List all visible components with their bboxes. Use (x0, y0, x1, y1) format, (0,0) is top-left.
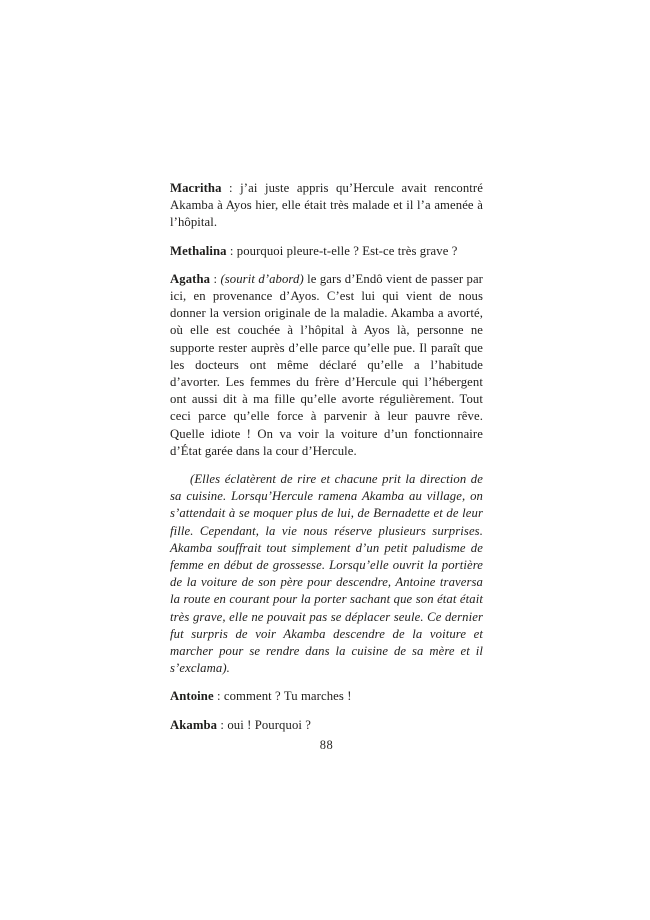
dialogue-text: pourquoi pleure-t-elle ? Est-ce très grave ? (236, 243, 458, 258)
dialogue-text: le gars d’Endô vient de passer par ici, en provenance d’Ayos. C’est lui qui vient de nous donner la version originale de la maladie. Akamba a avorté, où elle est couchée à l’hôpital à Ayos là, personne ne supporte rester auprès d’elle parce qu’elle pue. Il paraît que les docteurs ont même déclaré qu’elle a l’habitude d’avorter. Les femmes du frère d’Hercule qui l’hébergent ont aussi dit à ma fille qu’elle avorte régulièrement. Tout ceci parce qu’elle force à parvenir à leur pauvre rêve. Quelle idiote ! On va voir la voiture d’un fonctionnaire d’État garée dans la cour d’Hercule. (170, 271, 484, 458)
speaker-separator: : (221, 181, 241, 195)
dialogue-akamba (170, 717, 483, 734)
dialogue-antoine (170, 688, 483, 705)
speaker-name: Akamba (170, 717, 218, 732)
dialogue-text: oui ! Pourquoi ? (227, 717, 312, 732)
speaker-name: Macritha (170, 181, 222, 195)
speaker-separator: : (213, 689, 224, 704)
page-number: 88 (319, 738, 334, 752)
narration-paragraph: (Elles éclatèrent de rire et chacune prit la direction de sa cuisine. Lorsqu’Hercule ramena Akamba au village, on s’attendait à se moquer plus de lui, de Bernadette et de leur fille. Cependant, la vie nous réserve plusieurs surprises. Akamba souffrait tout simplement d’un petit paludisme de femme en début de grossesse. Lorsqu’elle ouvrit la portière de la voiture de son père pour descendre, Antoine traversa la route en courant pour la porter sachant que son état était très grave, elle ne pouvait pas se déplacer seule. Ce dernier fut surpris de voir Akamba descendre de la voiture et marcher pour se rendre dans la cuisine de sa mère et il s’exclama). (170, 472, 483, 676)
speaker-separator: : (226, 243, 237, 258)
speaker-name: Agatha (170, 271, 211, 286)
speaker-name: Antoine (170, 689, 214, 704)
speaker-separator: : (210, 271, 221, 286)
dialogue-text: j’ai juste appris qu’Hercule avait rencontré Akamba à Ayos hier, elle était très malade et il l’a amenée à l’hôpital. (170, 181, 483, 230)
dialogue-agatha (170, 271, 483, 460)
dialogue-text: comment ? Tu marches ! (223, 689, 352, 704)
dialogue-macritha (170, 180, 483, 232)
speaker-name: Methalina (170, 243, 227, 258)
speaker-separator: : (217, 717, 228, 732)
dialogue-methalina (170, 243, 483, 260)
stage-direction: (sourit d’abord) (220, 271, 304, 286)
text-block (170, 180, 483, 745)
